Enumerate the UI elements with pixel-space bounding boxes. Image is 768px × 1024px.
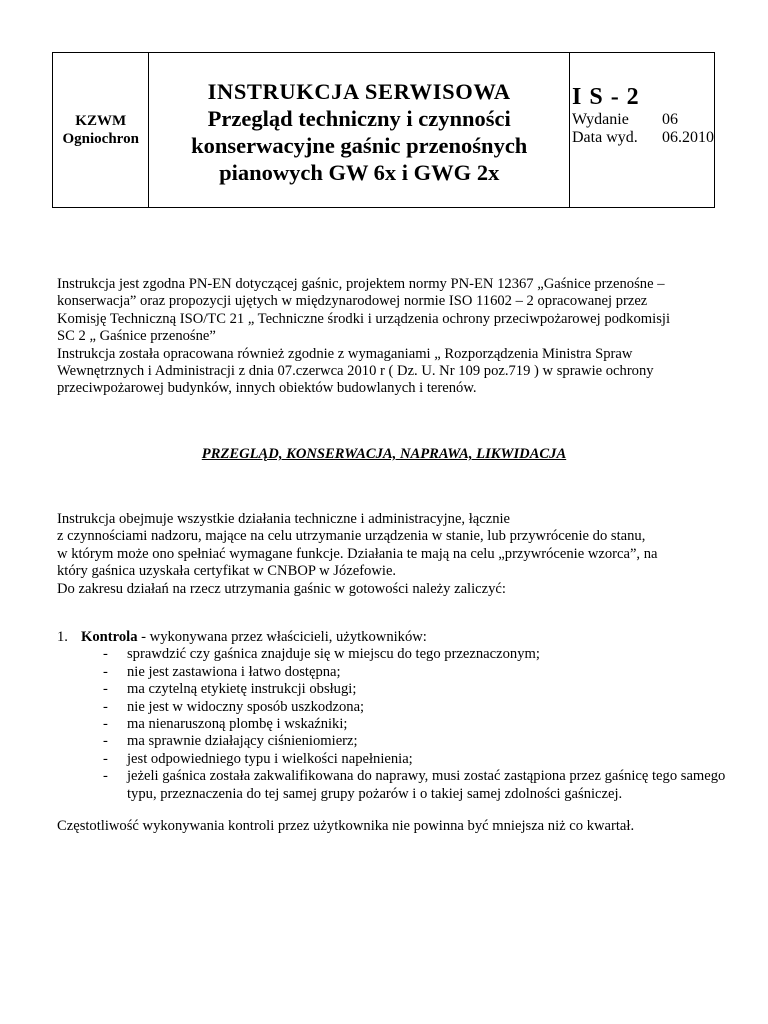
document-subtitle-line-1: Przegląd techniczny i czynności — [207, 106, 511, 131]
control-list-section — [57, 629, 727, 803]
list-term-description: - wykonywana przez właścicieli, użytkowników: — [137, 629, 427, 645]
list-bullet: - — [103, 750, 108, 767]
list-item-text: jest odpowiedniego typu i wielkości napełnienia; — [127, 750, 413, 767]
list-item-text: jeżeli gaśnica została zakwalifikowana do naprawy, musi zostać zastąpiona przez gaśnicę tego samego typu, przeznaczenia do tej samej grupy pożarów i o takiej samej zdolności gaśniczej. — [127, 768, 726, 802]
intro-line: Wewnętrznych i Administracji z dnia 07.czerwca 2010 r ( Dz. U. Nr 109 poz.719 ) w sprawie ochrony — [57, 363, 654, 380]
edition-row — [572, 111, 714, 129]
document-subtitle-line-3: pianowych GW 6x i GWG 2x — [219, 160, 500, 185]
list-item — [103, 716, 727, 733]
scope-line: który gaśnica uzyskała certyfikat w CNBOP w Józefowie. — [57, 563, 397, 580]
scope-line: Instrukcja obejmuje wszystkie działania techniczne i administracyjne, łącznie — [57, 511, 511, 527]
organization-subname: Ogniochron — [62, 131, 139, 147]
list-bullet: - — [103, 768, 108, 785]
list-bullet: - — [103, 716, 108, 733]
scope-line: w którym może ono spełniać wymagane funkcje. Działania te mają na celu „przywrócenie wzorca”, na — [57, 545, 658, 562]
document-code: I S - 2 — [572, 84, 640, 110]
list-bullet: - — [103, 663, 108, 680]
list-number: 1. — [57, 629, 68, 645]
list-item-text: ma nienaruszoną plombę i wskaźniki; — [127, 716, 348, 733]
section-heading: PRZEGLĄD, KONSERWACJA, NAPRAWA, LIKWIDACJA — [201, 446, 567, 462]
scope-paragraph — [57, 511, 727, 598]
intro-line: Komisję Techniczną ISO/TC 21 „ Techniczne środki i urządzenia ochrony przeciwpożarowej podkomisji — [57, 310, 670, 327]
intro-line: SC 2 „ Gaśnice przenośne” — [57, 328, 216, 345]
list-item-text: sprawdzić czy gaśnica znajduje się w miejscu do tego przeznaczonym; — [127, 646, 540, 663]
list-item-text: nie jest zastawiona i łatwo dostępna; — [127, 663, 341, 680]
list-bullet: - — [103, 698, 108, 715]
list-bullet: - — [103, 733, 108, 750]
document-subtitle-line-2: konserwacyjne gaśnic przenośnych — [191, 133, 528, 158]
scope-line: z czynnościami nadzoru, mające na celu utrzymanie urządzenia w stanie, lub przywrócenie do stanu, — [57, 528, 646, 545]
intro-line: konserwacja” oraz propozycji ujętych w międzynarodowej normie ISO 11602 – 2 opracowanej przez — [57, 293, 648, 310]
list-item — [103, 681, 727, 698]
document-header-table — [52, 52, 715, 208]
list-item — [103, 646, 727, 663]
intro-paragraph — [57, 276, 727, 398]
edition-value: 06 — [662, 111, 678, 128]
list-bullet: - — [103, 681, 108, 698]
list-item-text: nie jest w widoczny sposób uszkodzona; — [127, 698, 365, 715]
edition-label: Wydanie — [572, 111, 629, 128]
issue-date-row — [572, 129, 714, 147]
document-code-cell — [570, 53, 714, 207]
list-term: Kontrola — [81, 629, 138, 645]
document-title-cell — [149, 53, 570, 207]
issue-date-value: 06.2010 — [662, 129, 714, 146]
intro-line: Instrukcja została opracowana również zgodnie z wymaganiami „ Rozporządzenia Ministra Spraw — [57, 345, 633, 362]
list-item — [103, 733, 727, 750]
list-bullet: - — [103, 646, 108, 663]
scope-line: Do zakresu działań na rzecz utrzymania gaśnic w gotowości należy zaliczyć: — [57, 580, 506, 597]
document-title: INSTRUKCJA SERWISOWA — [207, 79, 511, 104]
organization-cell — [53, 53, 149, 207]
list-item — [103, 751, 727, 768]
organization-name: KZWM — [75, 113, 127, 129]
list-item-text: ma sprawnie działający ciśnieniomierz; — [127, 733, 358, 750]
control-list-heading — [57, 629, 727, 646]
list-item — [103, 664, 727, 681]
intro-line: przeciwpożarowej budynków, innych obiektów budowlanych i terenów. — [57, 380, 477, 397]
intro-line: Instrukcja jest zgodna PN-EN dotyczącej gaśnic, projektem normy PN-EN 12367 „Gaśnice przenośne – — [57, 276, 665, 292]
list-item — [103, 768, 727, 803]
control-checklist — [57, 646, 727, 803]
list-item — [103, 699, 727, 716]
issue-date-label: Data wyd. — [572, 129, 638, 146]
list-item-text: ma czytelną etykietę instrukcji obsługi; — [127, 681, 357, 698]
frequency-note: Częstotliwość wykonywania kontroli przez użytkownika nie powinna być mniejsza niż co kwartał. — [57, 818, 635, 834]
